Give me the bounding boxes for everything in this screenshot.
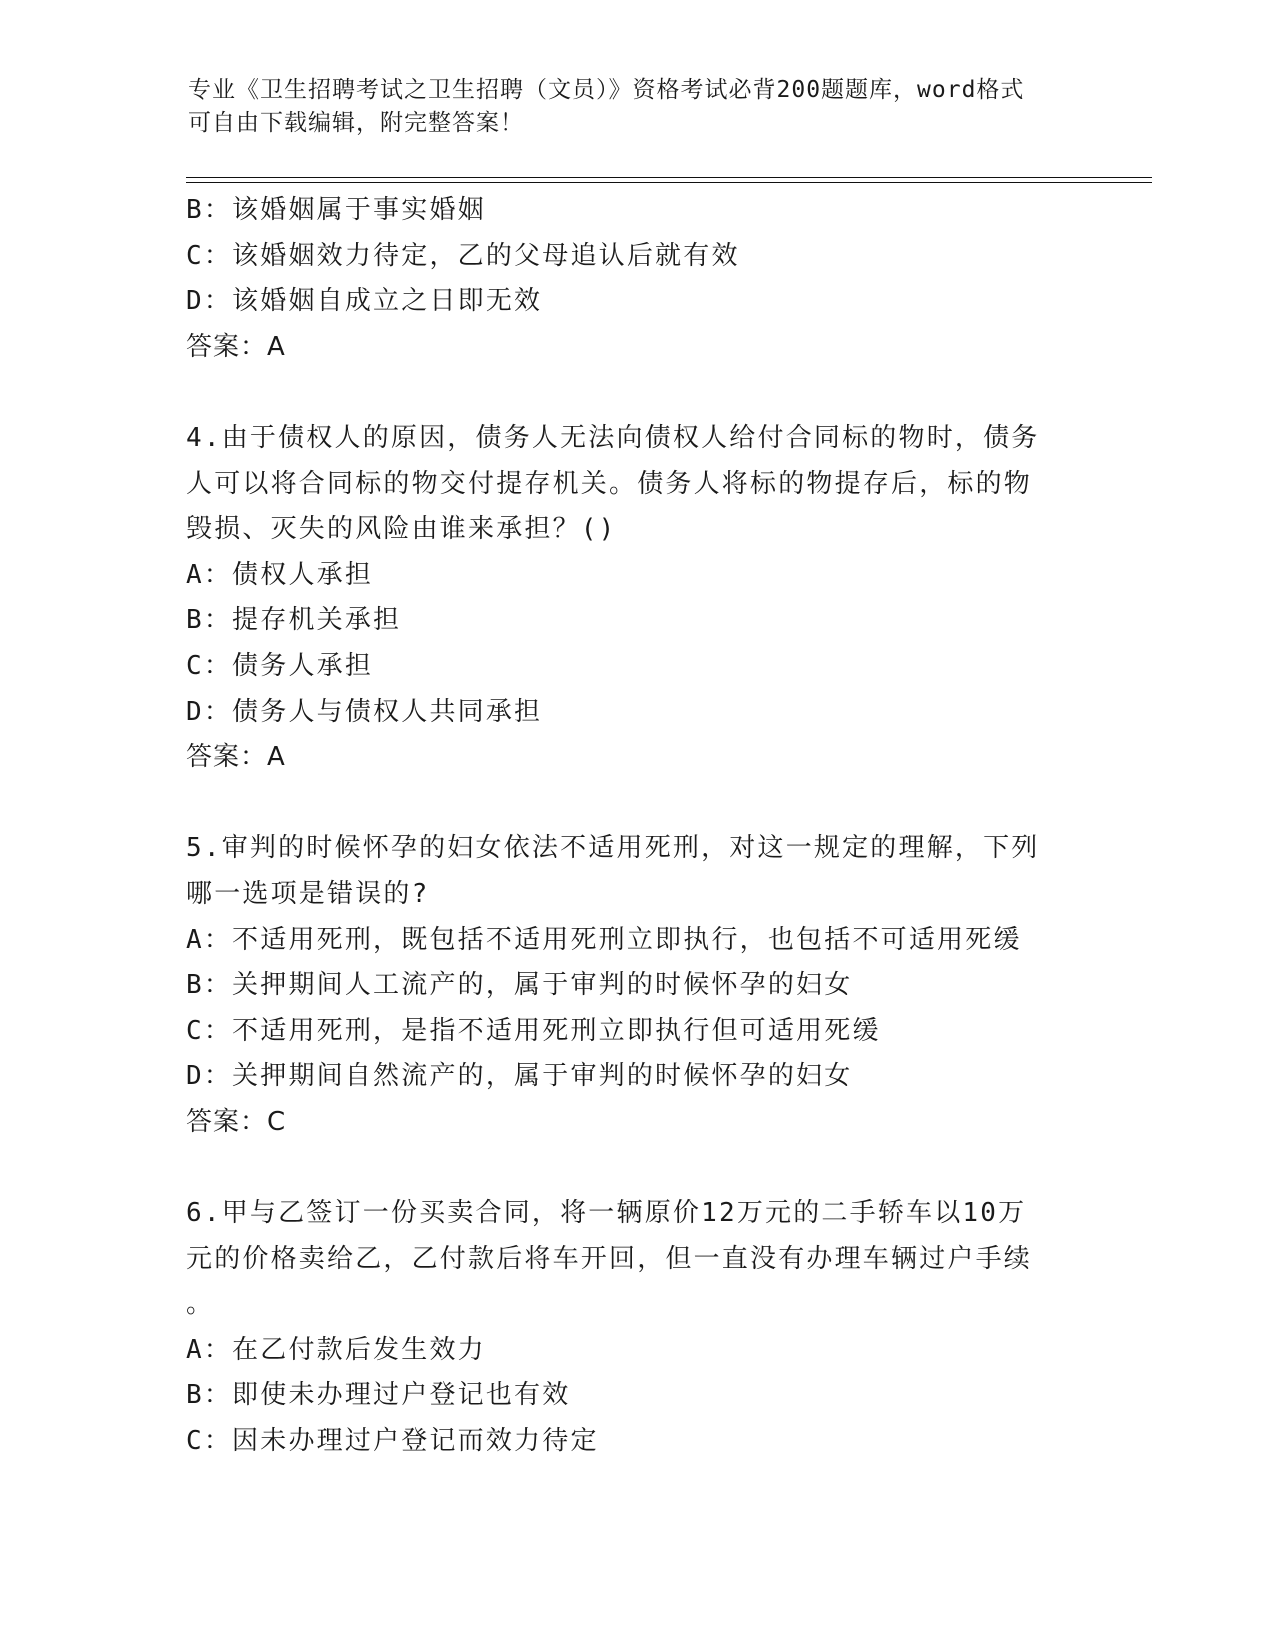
question-stem-line: 毁损、灭失的风险由谁来承担？() <box>186 514 617 545</box>
question-4 <box>186 416 1066 781</box>
question-stem-line: 5.审判的时候怀孕的妇女依法不适用死刑，对这一规定的理解，下列 <box>186 833 1040 864</box>
option-c: C：该婚姻效力待定，乙的父母追认后就有效 <box>186 240 740 271</box>
question-6 <box>186 1191 1066 1465</box>
header-line-1: 专业《卫生招聘考试之卫生招聘（文员）》资格考试必背200题题库，word格式 <box>188 77 1025 103</box>
page-header <box>188 74 1068 140</box>
option-a: A：在乙付款后发生效力 <box>186 1334 486 1365</box>
option-c: C：不适用死刑，是指不适用死刑立即执行但可适用死缓 <box>186 1015 881 1046</box>
question-stem-line: 4.由于债权人的原因，债务人无法向债权人给付合同标的物时，债务 <box>186 422 1040 453</box>
question-3-tail <box>186 188 1066 370</box>
option-c: C：因未办理过户登记而效力待定 <box>186 1426 599 1457</box>
spacer <box>186 370 1066 416</box>
question-5 <box>186 826 1066 1145</box>
header-rule-bottom <box>186 182 1152 183</box>
option-a: A：不适用死刑，既包括不适用死刑立即执行，也包括不可适用死缓 <box>186 924 1022 955</box>
option-b: B：提存机关承担 <box>186 605 402 636</box>
option-b: B：即使未办理过户登记也有效 <box>186 1380 571 1411</box>
spacer <box>186 781 1066 827</box>
option-b: B：关押期间人工流产的，属于审判的时候怀孕的妇女 <box>186 970 853 1001</box>
question-list <box>186 188 1066 1465</box>
answer-line: 答案：A <box>186 331 286 362</box>
question-stem-line: 元的价格卖给乙，乙付款后将车开回，但一直没有办理车辆过户手续 <box>186 1243 1033 1274</box>
option-c: C：债务人承担 <box>186 650 374 681</box>
answer-line: 答案：C <box>186 1106 287 1137</box>
question-stem-line: 。 <box>186 1289 215 1320</box>
header-rule-top <box>186 177 1152 178</box>
option-d: D：该婚姻自成立之日即无效 <box>186 286 543 317</box>
answer-line: 答案：A <box>186 742 286 773</box>
question-stem-line: 6.甲与乙签订一份买卖合同，将一辆原价12万元的二手轿车以10万 <box>186 1198 1027 1229</box>
option-b: B：该婚姻属于事实婚姻 <box>186 195 486 225</box>
option-d: D：关押期间自然流产的，属于审判的时候怀孕的妇女 <box>186 1061 853 1092</box>
spacer <box>186 1145 1066 1191</box>
question-stem-line: 哪一选项是错误的? <box>186 878 430 909</box>
header-line-2: 可自由下载编辑，附完整答案！ <box>188 110 524 136</box>
question-stem-line: 人可以将合同标的物交付提存机关。债务人将标的物提存后，标的物 <box>186 468 1033 499</box>
option-d: D：债务人与债权人共同承担 <box>186 696 543 727</box>
option-a: A：债权人承担 <box>186 559 374 590</box>
